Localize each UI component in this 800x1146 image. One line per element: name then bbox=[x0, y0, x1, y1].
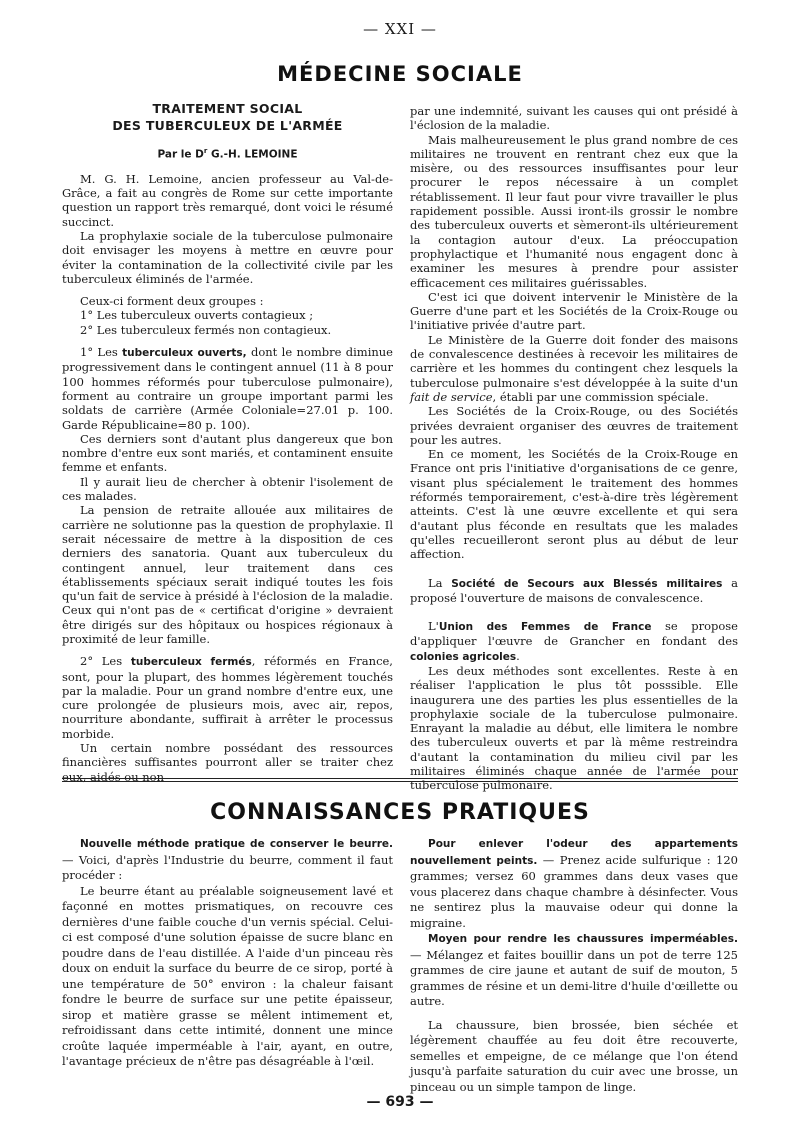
paragraph: par une indemnité, suivant les causes qui ont présidé à l'éclosion de la maladie. bbox=[410, 104, 738, 133]
left-column bbox=[62, 100, 393, 784]
group-item-1: 1° Les tuberculeux ouverts contagieux ; bbox=[80, 308, 314, 323]
paragraph-tuberculeux-fermes bbox=[62, 654, 393, 741]
paragraph: C'est ici que doivent intervenir le Ministère de la Guerre d'une part et les Sociétés de la Croix-Rouge ou l'initiative privée d'autre part. bbox=[410, 289, 738, 333]
paragraph: La pension de retraite allouée aux militaires de carrière ne solutionne pas la question de prophylaxie. Il serait nécessaire de mettre à la disposition de ces derniers des sanatoria. Quant aux tuberculeux du contingent annuel, leur traitement dans ces établissements spéciaux serait indiqué toutes les fois qu'un fait de service à présidé à l'éclosion de la maladie. Ceux qui n'ont pas de « certificat d'origine » devraient être dirigés sur des hôpitaux ou hospices régionaux à proximité de leur famille. bbox=[62, 503, 393, 646]
text: — Prenez acide sulfurique : 120 grammes; versez 60 grammes dans deux vases que vous placerez dans chaque chambre à désinfecter. Vous ne sentirez plus la mauvaise odeur qui donne la migraine. bbox=[410, 852, 738, 930]
odeur-heading: Pour enlever l'odeur des appartements nouvellement peints. bbox=[410, 838, 738, 867]
text: 2° Les bbox=[80, 654, 131, 669]
text: , établi par une commission spéciale. bbox=[492, 389, 709, 404]
page-footer-number: — 693 — bbox=[366, 1094, 434, 1110]
paragraph: Un certain nombre possédant des ressources financières suffisantes pourront aller se traiter chez eux, aidés ou non bbox=[62, 741, 393, 784]
text: L' bbox=[428, 619, 439, 634]
paragraph: Il y aurait lieu de chercher à obtenir l'isolement de ces malades. bbox=[62, 474, 393, 504]
text: . bbox=[516, 648, 520, 663]
section-title-medecine-sociale: MÉDECINE SOCIALE bbox=[277, 62, 523, 86]
text: dont le nombre diminue progressivement dans le contingent annuel (11 à 8 pour 100 hommes réformés pour tuberculose pulmonaire), forment au contraire un groupe important parmi les soldats de carrière (Armée Coloniale=27.01 p. 100. Garde Républicaine=80 p. 100). bbox=[62, 345, 393, 432]
text: a proposé l'ouverture de maisons de convalescence. bbox=[410, 575, 738, 605]
chaussures-body-paragraph: La chaussure, bien brossée, bien séchée et légèrement chauffée au feu doit être recouverte, semelles et empeigne, de ce mélange que l'on étend jusqu'à parfaite saturation du cuir avec une brosse, un pinceau ou un simple tampon de linge. bbox=[410, 1017, 738, 1094]
group-item-2: 2° Les tuberculeux fermés non contagieux. bbox=[80, 322, 332, 337]
paragraph: La prophylaxie sociale de la tuberculose pulmonaire doit envisager les moyens à mettre en œuvre pour éviter la contamination de la collectivité civile par les tuberculeux éliminés de l'armée. bbox=[62, 228, 393, 286]
keyword: colonies agricoles bbox=[410, 650, 517, 663]
text: , réformés en France, sont, pour la plupart, des hommes légèrement touchés par la maladie. Pour un grand nombre d'entre eux, une cure prolongée de plusieurs mois, avec air, repos, nourriture abondante, suffirait à arrêter le processus morbide. bbox=[62, 654, 393, 741]
paragraph: En ce moment, les Sociétés de la Croix-Rouge en France ont pris l'initiative d'organisations de ce genre, visant plus spécialement le traitement des hommes réformés temporairement, c'est-à-dire très légèrement atteints. C'est là une œuvre excellente et qui sera d'autant plus féconde en resultats que les malades qu'elles recueilleront seront plus au début de leur affection. bbox=[410, 447, 738, 562]
divider-rule bbox=[62, 781, 738, 782]
keyword: Société de Secours aux Blessés militaires bbox=[451, 577, 723, 590]
right-column-practical bbox=[410, 836, 738, 1095]
beurre-body-paragraph: Le beurre étant au préalable soigneusement lavé et façonné en mottes prismatiques, on recouvre ces dernières d'une faible couche d'un vernis spécial. Celui-ci est composé d'une solution épaisse de sucre blanc en poudre dans de l'eau distillée. A l'aide d'un pinceau rès doux on enduit la surface du beurre de ce sirop, porté à une température de 50° environ : la chaleur faisant fondre le beurre de surface sur une petite épaisseur, sirop et matière grasse se mêlent intimement et, refroidissant dans cette intimité, donnent une mince croûte laquée imperméable à l'air, ayant, en outre, l'avantage précieux de n'être pas désagréable à l'œil. bbox=[62, 883, 393, 1068]
keyword: Union des Femmes de France bbox=[438, 621, 652, 634]
paragraph: M. G. H. Lemoine, ancien professeur au Val-de-Grâce, a fait au congrès de Rome sur cette importante question un rapport très remarqué, dont voici le résumé succinct. bbox=[62, 171, 393, 229]
chaussures-paragraph bbox=[410, 931, 738, 1010]
paragraph: Les Sociétés de la Croix-Rouge, ou des Sociétés privées devraient organiser des œuvres de traitement pour les autres. bbox=[410, 404, 738, 447]
right-column bbox=[410, 104, 738, 793]
beurre-intro-paragraph bbox=[62, 836, 393, 884]
text: 1° Les bbox=[80, 345, 123, 360]
chaussures-heading: Moyen pour rendre les chaussures imperméables. bbox=[428, 933, 738, 945]
text: se propose d'appliquer l'œuvre de Grancher en fondant des bbox=[410, 619, 738, 649]
paragraph: Ces derniers sont d'autant plus dangereux que bon nombre d'entre eux sont mariés, et contaminent ensuite femme et enfants. bbox=[62, 431, 393, 475]
odeur-paragraph bbox=[410, 836, 738, 931]
beurre-heading: Nouvelle méthode pratique de conserver le beurre. bbox=[80, 838, 393, 850]
section-title-connaissances-pratiques: CONNAISSANCES PRATIQUES bbox=[210, 800, 590, 825]
left-column-practical bbox=[62, 836, 393, 1070]
byline-sup: r bbox=[203, 147, 208, 155]
divider-rule bbox=[62, 778, 738, 779]
text: La bbox=[428, 575, 452, 590]
paragraph: Les deux méthodes sont excellentes. Reste à en réaliser l'application le plus tôt posssible. Elle inaugurera une des parties les plus essentielles de la prophylaxie sociale de la tuberculose pulmonaire. Enrayant la maladie au début, elle limitera le nombre des tuberculeux ouverts et par là même restreindra d'autant la contamination du milieu civil par les militaires éliminés chaque année de l'armée pour tuberculose pulmonaire. bbox=[410, 663, 738, 793]
groups-intro: Ceux-ci forment deux groupes : bbox=[80, 294, 264, 309]
page-header-number: — XXI — bbox=[363, 20, 437, 38]
byline-name: G.-H. LEMOINE bbox=[207, 148, 298, 161]
paragraph-union-femmes bbox=[410, 619, 738, 664]
article-byline bbox=[62, 144, 393, 162]
italic-text: fait de service bbox=[410, 389, 493, 404]
keyword: tuberculeux ouverts, bbox=[122, 347, 247, 360]
byline-prefix: Par le D bbox=[157, 148, 204, 161]
article-title-line2: DES TUBERCULEUX DE L'ARMÉE bbox=[112, 118, 343, 133]
paragraph-societe-secours bbox=[410, 576, 738, 606]
text: — Voici, d'après l'Industrie du beurre, comment il faut procéder : bbox=[62, 852, 393, 882]
paragraph: Mais malheureusement le plus grand nombre de ces militaires ne trouvent en rentrant chez eux que la misère, ou des ressources insuffisantes pour leur procurer le repos nécessaire à un complet rétablissement. Il leur faut pour vivre travailler le plus rapidement possible. Aussi iront-ils grossir le nombre des tuberculeux ouverts et sèmeront-ils ultérieurement la contagion autour d'eux. La préoccupation prophylactique et l'humanité nous engagent donc à examiner les mesures à prendre pour assister efficacement ces militaires guérissables. bbox=[410, 132, 738, 290]
text: Le Ministère de la Guerre doit fonder des maisons de convalescence destinées à recevoir les militaires de carrière et les hommes du contingent chez lesquels la tuberculose pulmonaire s'est développée à la suite d'un bbox=[410, 332, 738, 390]
keyword: tuberculeux fermés bbox=[130, 656, 252, 669]
article-title bbox=[62, 100, 393, 134]
paragraph-tuberculeux-ouverts bbox=[62, 345, 393, 432]
paragraph-ministere bbox=[410, 333, 738, 404]
article-title-line1: TRAITEMENT SOCIAL bbox=[152, 101, 303, 116]
text: — Mélangez et faites bouillir dans un pot de terre 125 grammes de cire jaune et autant de suif de mouton, 5 grammes de résine et un demi-litre d'huile d'œillette ou autre. bbox=[410, 947, 738, 1008]
